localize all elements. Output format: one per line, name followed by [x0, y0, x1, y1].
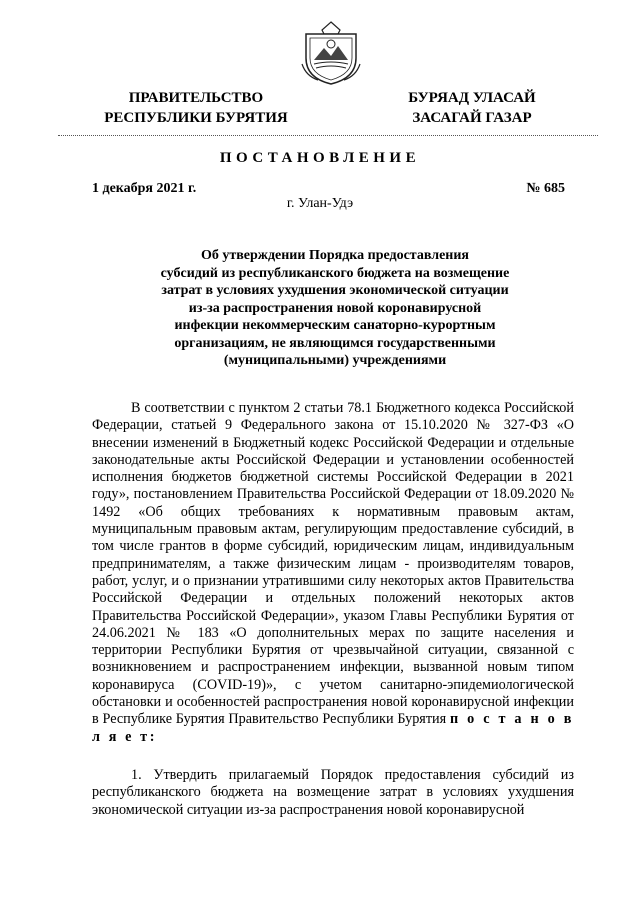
header-divider: [58, 135, 598, 136]
header-right-line1: БУРЯАД УЛАСАЙ: [408, 90, 536, 106]
subject-line: Об утверждении Порядка предоставления: [200, 248, 470, 263]
preamble-paragraph: [92, 400, 574, 746]
coat-of-arms-icon: [300, 20, 362, 86]
resolves-word: п о с т а н о в л я е т:: [92, 711, 575, 745]
subject-line: организациям, не являющимся государственными: [174, 335, 496, 351]
header-right-line2: ЗАСАГАЙ ГАЗАР: [412, 110, 532, 126]
header-left-line1: ПРАВИТЕЛЬСТВО: [128, 90, 264, 106]
subject-line: субсидий из республиканского бюджета на возмещение: [160, 265, 510, 281]
document-title: ПОСТАНОВЛЕНИЕ: [219, 150, 421, 166]
header-left-line2: РЕСПУБЛИКИ БУРЯТИЯ: [104, 110, 288, 126]
preamble-text: В соответствии с пунктом 2 статьи 78.1 Бюджетного кодекса Российской Федерации, статьей 9 Федерального закона от 15.10.2020 № 327-ФЗ «О внесении изменений в Бюджетный кодекс Российской Федерации и отдельные законодательные акты Российской Федерации и установлении особенностей исполнения бюджетов бюджетной системы Российской Федерации в 2021 году», постановлением Правительства Российской Федерации от 18.09.2020 № 1492 «Об общих требованиях к нормативным правовым актам, муниципальным правовым актам, регулирующим предоставление субсидий, в том числе грантов в форме субсидий, юридическим лицам, индивидуальным предпринимателям, а также физическим лицам - производителям товаров, работ, услуг, и о признании утратившими силу некоторых актов Правительства Российской Федерации и отдельных положений некоторых актов Правительства Российской Федерации», указом Главы Республики Бурятия от 24.06.2021 № 183 «О дополнительных мерах по защите населения и территории Республики Бурятия от чрезвычайной ситуации, связанной с возникновением и распространением инфекции, вызванной новым типом коронавируса (COVID-19)», с учетом санитарно-эпидемиологической обстановки и особенностей распространения новой коронавирусной инфекции в Республике Бурятия Правительство Республики Бурятия: [92, 400, 574, 728]
clause-1-paragraph: 1. Утвердить прилагаемый Порядок предоставления субсидий из республиканского бюджета на возмещение затрат в условиях ухудшения экономической ситуации из-за распространения новой коронавирусной: [92, 767, 574, 818]
subject-line: инфекции некоммерческим санаторно-курортным: [174, 318, 496, 333]
document-subject: [140, 247, 530, 370]
document-number: № 685: [526, 181, 565, 196]
subject-line: (муниципальными) учреждениями: [223, 353, 447, 368]
subject-line: затрат в условиях ухудшения экономической ситуации: [161, 283, 509, 298]
document-date: 1 декабря 2021 г.: [92, 181, 197, 196]
header-right: [392, 88, 552, 128]
subject-line: из-за распространения новой коронавирусной: [188, 300, 482, 316]
document-city: г. Улан-Удэ: [286, 196, 354, 211]
header-left: [96, 88, 296, 128]
